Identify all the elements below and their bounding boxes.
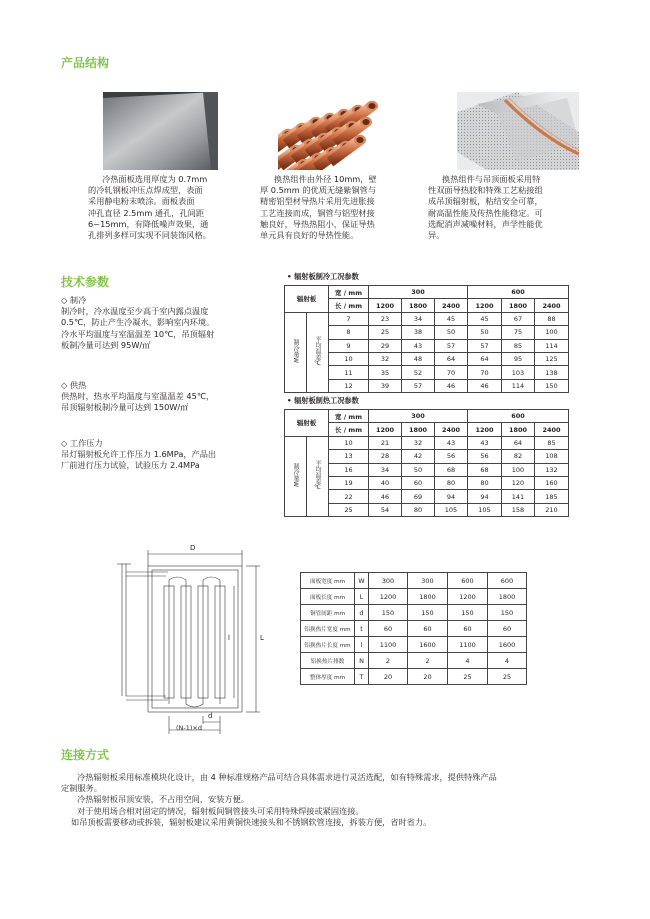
dim-label-D: D (190, 544, 196, 552)
spec-value-cell: 1800 (488, 589, 527, 605)
length-value: 1800 (502, 299, 535, 312)
capacity-cell: 29 (369, 339, 402, 352)
capacity-cell: 40 (369, 476, 402, 489)
spec-value-cell: 1200 (369, 589, 408, 605)
table-row (285, 312, 569, 325)
spec-value-cell: 2 (369, 653, 408, 669)
temp-label-text: 平均温差℃ (314, 335, 321, 367)
spec-value-cell: 300 (408, 573, 448, 589)
spec-value-cell: 150 (448, 605, 488, 621)
length-value: 1200 (468, 299, 502, 312)
spec-name-cell: 铝换热片宽度 mm (301, 621, 355, 637)
capacity-cell: 56 (435, 450, 468, 463)
spec-symbol-cell: W (355, 573, 369, 589)
panel-label: 辐射板 (285, 286, 329, 313)
capacity-cell: 141 (502, 490, 535, 503)
capacity-cell: 80 (402, 503, 435, 516)
text-line: 定制服务。 (61, 783, 102, 794)
temp-diff-cell: 11 (329, 366, 369, 379)
side-label (285, 312, 307, 392)
capacity-cell: 23 (369, 312, 402, 325)
temp-diff-cell: 12 (329, 379, 369, 392)
spec-name-cell: 整体厚度 mm (301, 669, 355, 685)
capacity-cell: 45 (435, 312, 468, 325)
param-title: ◇ 制冷 (61, 295, 87, 305)
text-line: 制冷时，冷水温度至少高于室内露点温度 (61, 306, 209, 317)
param-title: ◇ 供热 (61, 380, 87, 390)
dim-label-d: d (208, 712, 213, 720)
length-label: 长 / mm (329, 299, 369, 312)
spec-value-cell: 1600 (408, 637, 448, 653)
capacity-cell: 85 (502, 339, 535, 352)
capacity-cell: 85 (535, 436, 569, 449)
capacity-cell: 43 (435, 436, 468, 449)
capacity-cell: 94 (468, 490, 502, 503)
spec-value-cell: 300 (369, 573, 408, 589)
structure-text-pipes (260, 174, 420, 241)
width-value: 300 (369, 286, 468, 299)
spec-symbol-cell: d (355, 605, 369, 621)
spec-symbol-cell: l (355, 637, 369, 653)
text-line: 换热组件与吊顶面板采用特 (442, 174, 541, 184)
capacity-cell: 210 (535, 503, 569, 516)
capacity-cell: 35 (369, 366, 402, 379)
temp-diff-cell: 19 (329, 476, 369, 489)
capacity-cell: 114 (502, 379, 535, 392)
capacity-cell: 138 (535, 366, 569, 379)
capacity-cell: 114 (535, 339, 569, 352)
width-label: 宽 / mm (329, 410, 369, 423)
capacity-cell: 34 (402, 312, 435, 325)
capacity-cell: 68 (468, 463, 502, 476)
temp-diff-cell: 25 (329, 503, 369, 516)
width-value: 600 (468, 286, 569, 299)
capacity-cell: 108 (535, 450, 569, 463)
temp-diff-cell: 13 (329, 450, 369, 463)
spec-name-cell: 铜管间距 mm (301, 605, 355, 621)
cool-table (284, 285, 569, 393)
spec-value-cell: 2 (408, 653, 448, 669)
capacity-cell: 25 (369, 326, 402, 339)
spec-value-cell: 600 (488, 573, 527, 589)
capacity-cell: 67 (502, 312, 535, 325)
text-line: 采用静电粉末喷涂。面板表面 (88, 196, 195, 207)
spec-value-cell: 4 (488, 653, 527, 669)
capacity-cell: 82 (502, 450, 535, 463)
text-line: 异。 (428, 230, 445, 241)
capacity-cell: 105 (468, 503, 502, 516)
param-cooling (61, 295, 276, 351)
text-line: 冲孔直径 2.5mm 通孔，孔间距 (88, 207, 205, 218)
capacity-cell: 48 (402, 352, 435, 365)
side-label-text: 制冷量W (292, 339, 299, 364)
panel-dimension-diagram (108, 546, 278, 736)
temp-diff-cell: 8 (329, 326, 369, 339)
param-heating (61, 380, 276, 414)
text-line: 单元具有良好的导热性能。 (260, 230, 359, 241)
width-label: 宽 / mm (329, 286, 369, 299)
length-value: 1800 (402, 423, 435, 436)
heat-table-title: • 辐射板制热工况参数 (287, 396, 359, 405)
table-row (301, 653, 527, 669)
param-pressure (61, 438, 276, 472)
table-row (285, 436, 569, 449)
ceiling-panel-assembly-photo (457, 92, 579, 170)
capacity-cell: 100 (502, 463, 535, 476)
pipe-hole-shape (368, 103, 375, 109)
spec-table (300, 572, 527, 685)
connection-text (61, 772, 601, 828)
length-value: 2400 (435, 423, 468, 436)
capacity-cell: 50 (402, 463, 435, 476)
pipe-hole-shape (362, 119, 369, 125)
structure-text-panel (88, 174, 248, 241)
capacity-cell: 80 (435, 476, 468, 489)
capacity-cell: 42 (402, 450, 435, 463)
spec-value-cell: 600 (448, 573, 488, 589)
spec-value-cell: 20 (408, 669, 448, 685)
capacity-cell: 185 (535, 490, 569, 503)
spec-symbol-cell: T (355, 669, 369, 685)
text-line: 0.5℃，防止产生冷凝水，影响室内环境。 (61, 317, 215, 328)
capacity-cell: 32 (402, 436, 435, 449)
spec-symbol-cell: L (355, 589, 369, 605)
length-value: 1800 (402, 299, 435, 312)
text-line: 冷水平均温度与室温温差 10℃，吊顶辐射 (61, 328, 215, 339)
table-row (301, 573, 527, 589)
temp-label-text: 平均温差℃ (314, 459, 321, 491)
temp-diff-cell: 10 (329, 352, 369, 365)
spec-value-cell: 60 (369, 621, 408, 637)
length-value: 2400 (535, 423, 569, 436)
temp-label (307, 436, 329, 516)
panel-label: 辐射板 (285, 410, 329, 437)
capacity-cell: 64 (435, 352, 468, 365)
temp-diff-cell: 22 (329, 490, 369, 503)
capacity-cell: 34 (369, 463, 402, 476)
spec-value-cell: 4 (448, 653, 488, 669)
param-title: ◇ 工作压力 (61, 438, 103, 448)
spec-value-cell: 1100 (448, 637, 488, 653)
capacity-cell: 158 (502, 503, 535, 516)
capacity-cell: 60 (402, 476, 435, 489)
side-label (285, 436, 307, 516)
capacity-cell: 70 (435, 366, 468, 379)
spec-value-cell: 60 (488, 621, 527, 637)
capacity-cell: 39 (369, 379, 402, 392)
table-row (301, 669, 527, 685)
structure-text-assembly (428, 174, 593, 241)
capacity-cell: 52 (402, 366, 435, 379)
section-title-structure: 产品结构 (61, 56, 110, 70)
temp-label (307, 312, 329, 392)
capacity-cell: 132 (535, 463, 569, 476)
text-line: 供热时，热水平均温度与室温温差 45℃， (61, 391, 215, 402)
capacity-cell: 103 (502, 366, 535, 379)
text-line: 孔排列多样可实现不同装饰风格。 (88, 230, 211, 241)
spec-value-cell: 150 (408, 605, 448, 621)
spec-value-cell: 1100 (369, 637, 408, 653)
spec-value-cell: 25 (488, 669, 527, 685)
capacity-cell: 69 (402, 490, 435, 503)
section-title-params: 技术参数 (61, 275, 110, 289)
spec-value-cell: 20 (369, 669, 408, 685)
spec-value-cell: 25 (448, 669, 488, 685)
heat-table (284, 409, 569, 517)
dim-label-l: l (228, 634, 230, 642)
text-line: 精密铝型材导热片采用先进胀接 (260, 196, 375, 207)
section-title-connection: 连接方式 (61, 748, 110, 762)
text-line: 冷热面板选用厚度为 0.7mm (102, 174, 208, 184)
text-line: 选配消声减噪材料，声学性能优 (428, 218, 543, 229)
copper-pipes-photo (278, 92, 378, 170)
spec-value-cell: 60 (408, 621, 448, 637)
capacity-cell: 64 (502, 436, 535, 449)
capacity-cell: 28 (369, 450, 402, 463)
text-line: 换热组件由外径 10mm，壁 (274, 174, 377, 184)
text-line: 厂前进行压力试验，试验压力 2.4MPa (61, 460, 200, 471)
spec-value-cell: 150 (369, 605, 408, 621)
pipe-hole-shape (356, 137, 363, 143)
capacity-cell: 57 (468, 339, 502, 352)
capacity-cell: 21 (369, 436, 402, 449)
capacity-cell: 54 (369, 503, 402, 516)
capacity-cell: 57 (402, 379, 435, 392)
capacity-cell: 46 (435, 379, 468, 392)
text-line: 板制冷量可达到 95W/㎡ (61, 339, 151, 350)
spec-name-cell: 铝换热片排数 (301, 653, 355, 669)
text-line: 吊灯辐射板允许工作压力 1.6MPa，产品出 (61, 449, 217, 460)
spec-symbol-cell: t (355, 621, 369, 637)
spec-value-cell: 1600 (488, 637, 527, 653)
text-line: 冷热辐射板吊顶安装，不占用空间，安装方便。 (77, 794, 249, 805)
length-value: 1800 (502, 423, 535, 436)
text-line: 6~15mm，有降低噪声效果，通 (88, 218, 209, 229)
text-line: 成吊顶辐射板，粘结安全可靠， (428, 196, 543, 207)
capacity-cell: 46 (468, 379, 502, 392)
capacity-cell: 64 (468, 352, 502, 365)
capacity-cell: 80 (468, 476, 502, 489)
capacity-cell: 100 (535, 326, 569, 339)
capacity-cell: 32 (369, 352, 402, 365)
text-line: 性双面导热胶和特殊工艺粘接组 (428, 185, 543, 196)
length-value: 1200 (369, 423, 402, 436)
spec-value-cell: 60 (448, 621, 488, 637)
capacity-cell: 88 (535, 312, 569, 325)
spec-name-cell: 铝换热片长度 mm (301, 637, 355, 653)
capacity-cell: 50 (435, 326, 468, 339)
capacity-cell: 150 (535, 379, 569, 392)
width-value: 600 (468, 410, 569, 423)
text-line: 冷热辐射板采用标准模块化设计，由 4 种标准规格产品可结合具体需求进行灵活选配，如有特殊需求，提供特殊产品 (77, 772, 497, 782)
length-value: 1200 (369, 299, 402, 312)
capacity-cell: 75 (502, 326, 535, 339)
steel-panel-photo (103, 92, 218, 170)
spec-name-cell: 面板宽度 mm (301, 573, 355, 589)
side-label-text: 制冷量W (292, 463, 299, 488)
capacity-cell: 120 (502, 476, 535, 489)
capacity-cell: 94 (435, 490, 468, 503)
temp-diff-cell: 9 (329, 339, 369, 352)
capacity-cell: 68 (435, 463, 468, 476)
cool-table-title: • 辐射板制冷工况参数 (287, 272, 359, 281)
temp-diff-cell: 10 (329, 436, 369, 449)
table-row (301, 637, 527, 653)
capacity-cell: 46 (369, 490, 402, 503)
spec-symbol-cell: N (355, 653, 369, 669)
table-row (301, 605, 527, 621)
text-line: 如吊顶板需要移动或拆装，辐射板建议采用黄铜快速接头和不锈钢软管连接，拆装方便，省时省力。 (71, 816, 432, 827)
capacity-cell: 38 (402, 326, 435, 339)
length-label: 长 / mm (329, 423, 369, 436)
table-row (301, 589, 527, 605)
text-line: 工艺连接而成，铜管与铝型材接 (260, 207, 375, 218)
dim-label-n-spacing: (N-1)×d (176, 724, 202, 732)
temp-diff-cell: 7 (329, 312, 369, 325)
spec-value-cell: 1800 (408, 589, 448, 605)
capacity-cell: 43 (402, 339, 435, 352)
text-line: 吊顶辐射板制冷量可达到 150W/㎡ (61, 402, 189, 413)
capacity-cell: 160 (535, 476, 569, 489)
capacity-cell: 70 (468, 366, 502, 379)
capacity-cell: 95 (502, 352, 535, 365)
table-row (301, 621, 527, 637)
capacity-cell: 43 (468, 436, 502, 449)
length-value: 2400 (535, 299, 569, 312)
text-line: 的冷轧钢板冲压点焊成型，表面 (88, 185, 203, 196)
length-value: 2400 (435, 299, 468, 312)
text-line: 触良好，导热热阻小，保证导热 (260, 218, 375, 229)
capacity-cell: 56 (468, 450, 502, 463)
capacity-cell: 45 (468, 312, 502, 325)
text-line: 耐高温性能及传热性能稳定。可 (428, 207, 543, 218)
width-value: 300 (369, 410, 468, 423)
dim-label-L: L (260, 634, 264, 642)
text-line: 厚 0.5mm 的优质无缝紫铜管与 (260, 185, 377, 196)
capacity-cell: 105 (435, 503, 468, 516)
spec-value-cell: 150 (488, 605, 527, 621)
length-value: 1200 (468, 423, 502, 436)
spec-name-cell: 面板长度 mm (301, 589, 355, 605)
spec-value-cell: 1200 (448, 589, 488, 605)
capacity-cell: 125 (535, 352, 569, 365)
text-line: 对于使用场合相对固定的情况，辐射板间铜管接头可采用特殊焊接或紧固连接。 (77, 805, 364, 816)
capacity-cell: 57 (435, 339, 468, 352)
capacity-cell: 50 (468, 326, 502, 339)
temp-diff-cell: 16 (329, 463, 369, 476)
